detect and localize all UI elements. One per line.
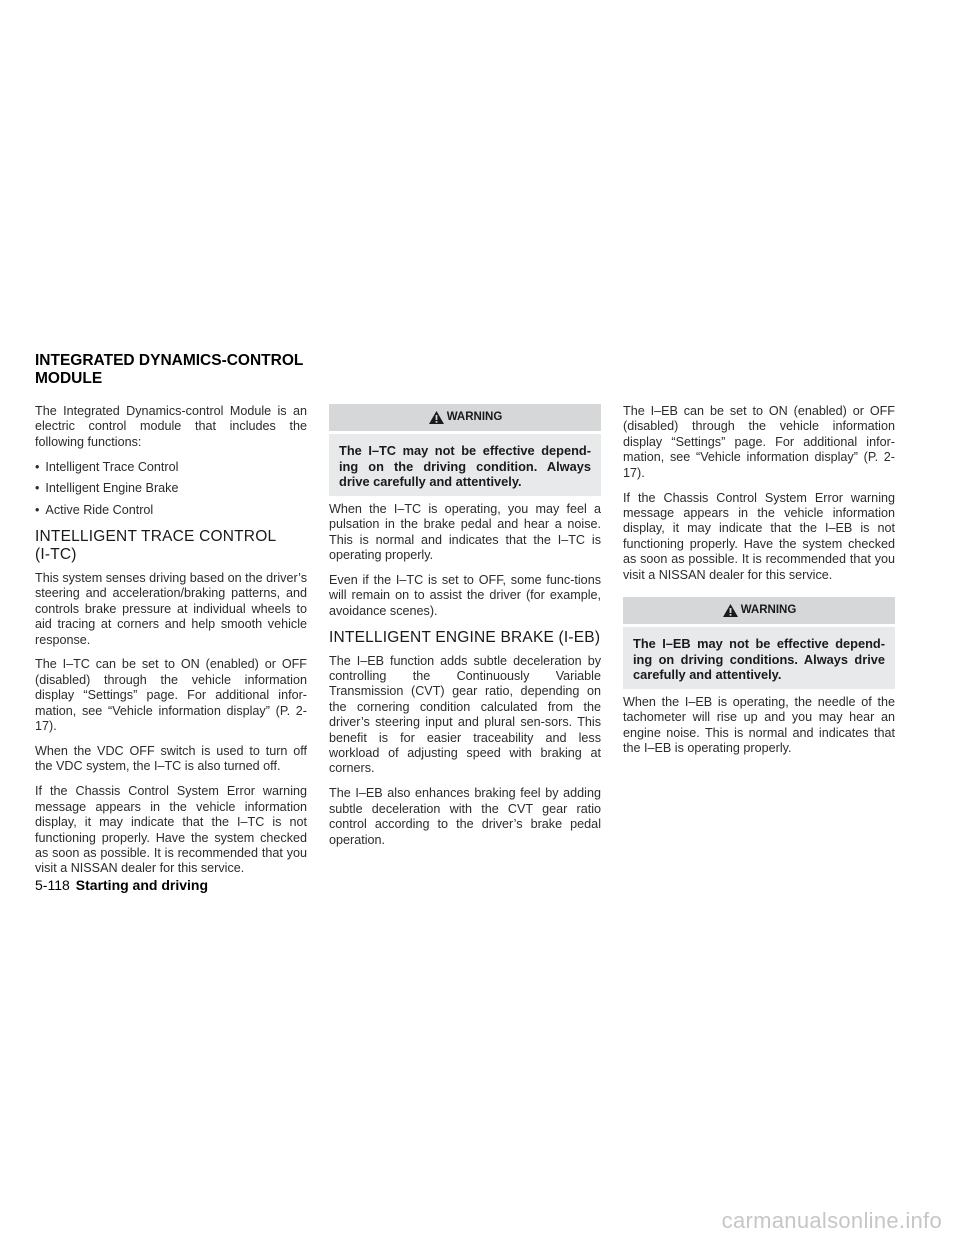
ieb-paragraph: If the Chassis Control System Error warning message appears in the vehicle information display, it may indicate that the I–EB is not functioning properly. Have the system checked as soon as possible. It is recommended that you visit a NISSAN dealer for this service.: [623, 490, 895, 582]
itc-paragraph: When the I–TC is operating, you may feel a pulsation in the brake pedal and hear a noise. This is normal and indicates that the I–TC is operating properly.: [329, 501, 601, 562]
intro-paragraph: The Integrated Dynamics-control Module is an electric control module that includes the following functions:: [35, 404, 307, 449]
column-middle: [329, 404, 601, 858]
warning-triangle-icon: [722, 603, 739, 618]
ieb-heading: INTELLIGENT ENGINE BRAKE (I-EB): [329, 628, 601, 646]
column-left: [35, 404, 307, 886]
section-title: INTEGRATED DYNAMICS-CONTROL MODULE: [35, 352, 304, 387]
itc-warning-box: [329, 404, 601, 496]
warning-triangle-icon: [428, 410, 445, 425]
itc-paragraph: This system senses driving based on the driver’s steering and acceleration/braking patterns, and controls brake pressure at individual wheels to aid tracing at corners and help smooth vehicle response.: [35, 570, 307, 647]
itc-paragraph: The I–TC can be set to ON (enabled) or OFF (disabled) through the vehicle information display “Settings” page. For additional infor-mation, see “Vehicle information display” (P. 2-17).: [35, 657, 307, 734]
chapter-title: Starting and driving: [75, 877, 209, 893]
list-item: • Intelligent Trace Control: [35, 460, 307, 475]
list-item: • Intelligent Engine Brake: [35, 481, 307, 496]
ieb-warning-box: [623, 597, 895, 689]
warning-header: [329, 404, 601, 431]
warning-label: WARNING: [446, 410, 503, 423]
page-number: 5-118: [35, 877, 70, 893]
itc-paragraph: If the Chassis Control System Error warning message appears in the vehicle information display, it may indicate that the I–TC is not functioning properly. Have the system checked as soon as possible. It is recommended that you visit a NISSAN dealer for this service.: [35, 784, 307, 876]
ieb-paragraph: The I–EB also enhances braking feel by adding subtle deceleration with the CVT gear ratio control according to the driver’s brake pedal operation.: [329, 786, 601, 847]
itc-paragraph: Even if the I–TC is set to OFF, some func-tions will remain on to assist the driver (for example, avoidance scenes).: [329, 572, 601, 618]
list-item: • Active Ride Control: [35, 503, 307, 518]
function-list: [35, 460, 307, 518]
column-right: [623, 404, 895, 766]
warning-text: The I–TC may not be effective depend-ing on the driving condition. Always drive carefully and attentively.: [329, 434, 601, 496]
watermark: carmanualsonline.info: [721, 1208, 942, 1233]
page-footer: [35, 877, 208, 893]
ieb-paragraph: When the I–EB is operating, the needle of the tachometer will rise up and you may hear an engine noise. This is normal and indicates that the I–EB is operating properly.: [623, 694, 895, 755]
ieb-paragraph: The I–EB function adds subtle deceleration by controlling the Continuously Variable Transmission (CVT) gear ratio, depending on the cornering condition calculated from the driver’s steering input and plural sen-sors. This benefit is for easier traceability and less workload of adjusting speed with braking at corners.: [329, 653, 601, 776]
itc-paragraph: When the VDC OFF switch is used to turn off the VDC system, the I–TC is also turned off.: [35, 744, 307, 774]
ieb-paragraph: The I–EB can be set to ON (enabled) or OFF (disabled) through the vehicle information display “Settings” page. For additional infor-mation, see “Vehicle information display” (P. 2-17).: [623, 404, 895, 480]
warning-label: WARNING: [740, 603, 797, 616]
warning-text: The I–EB may not be effective depend-ing on driving conditions. Always drive carefully and attentively.: [623, 627, 895, 689]
itc-heading: INTELLIGENT TRACE CONTROL (I-TC): [35, 527, 277, 563]
warning-header: [623, 597, 895, 624]
